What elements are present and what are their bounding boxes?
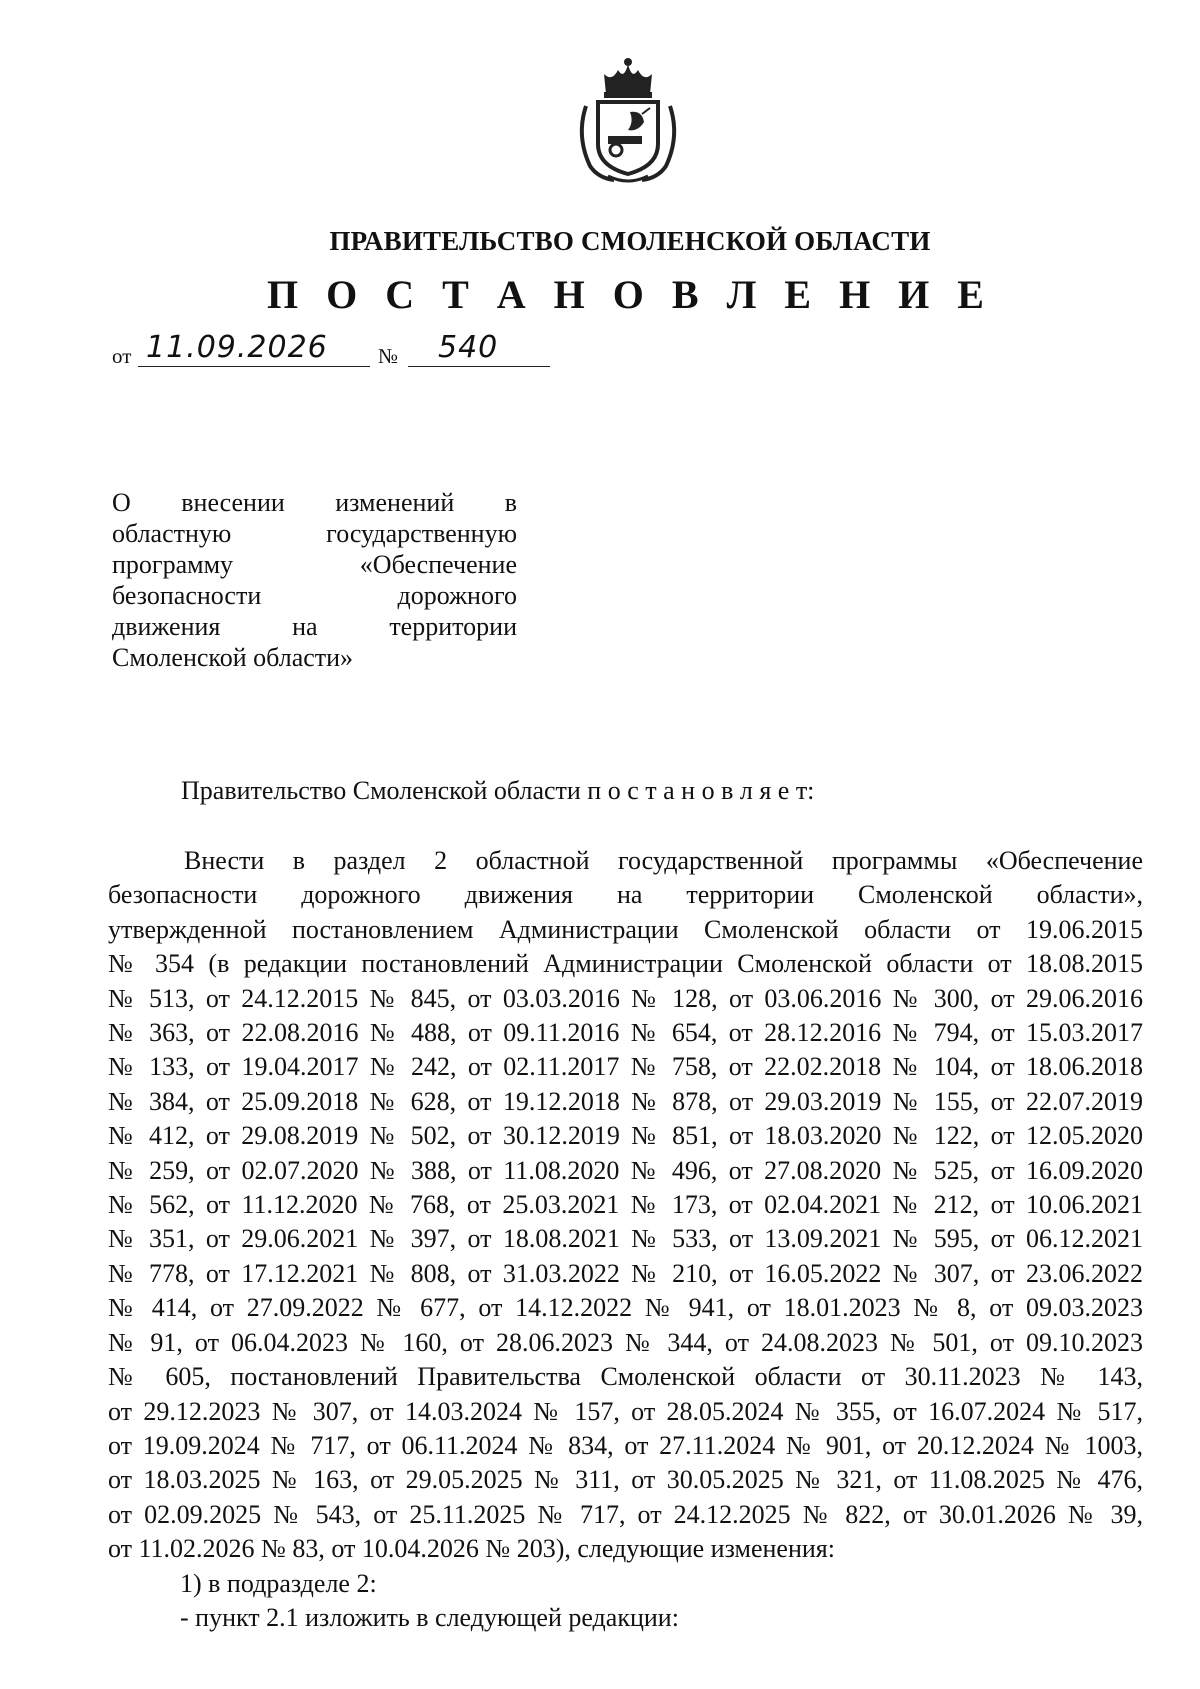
body-line: 1) в подразделе 2: bbox=[180, 1568, 377, 1598]
body-line: № 384, от 25.09.2018 № 628, от 19.12.2018 № 878, от 29.03.2019 № 155, от 22.07.2019 bbox=[108, 1086, 1143, 1116]
smolensk-coat-of-arms-emblem bbox=[568, 56, 688, 186]
body-line: от 29.12.2023 № 307, от 14.03.2024 № 157, от 28.05.2024 № 355, от 16.07.2024 № 517, bbox=[108, 1396, 1143, 1426]
body-line: от 18.03.2025 № 163, от 29.05.2025 № 311, от 30.05.2025 № 321, от 11.08.2025 № 476, bbox=[108, 1465, 1143, 1495]
number-underline bbox=[408, 366, 550, 367]
body-line: Внести в раздел 2 областной государственной программы «Обеспечение bbox=[184, 846, 1143, 875]
subject-line: безопасности дорожного bbox=[112, 581, 517, 610]
body-line: № 354 (в редакции постановлений Администрации Смоленской области от 18.08.2015 bbox=[108, 949, 1143, 979]
body-line: от 02.09.2025 № 543, от 25.11.2025 № 717, от 24.12.2025 № 822, от 30.01.2026 № 39, bbox=[108, 1499, 1143, 1529]
body-line: № 91, от 06.04.2023 № 160, от 28.06.2023 № 344, от 24.08.2023 № 501, от 09.10.2023 bbox=[108, 1327, 1143, 1357]
body-line: № 259, от 02.07.2020 № 388, от 11.08.2020 № 496, от 27.08.2020 № 525, от 16.09.2020 bbox=[108, 1155, 1143, 1185]
from-label: от bbox=[112, 344, 132, 368]
date-underline bbox=[138, 366, 370, 367]
document-type-heading: П О С Т А Н О В Л Е Н И Е bbox=[267, 272, 993, 317]
subject-line: движения на территории bbox=[112, 612, 517, 641]
body-line: от 11.02.2026 № 83, от 10.04.2026 № 203), следующие изменения: bbox=[108, 1534, 835, 1564]
dateline bbox=[112, 330, 552, 370]
body-line: - пункт 2.1 изложить в следующей редакции: bbox=[180, 1602, 679, 1632]
body-line: от 19.09.2024 № 717, от 06.11.2024 № 834, от 27.11.2024 № 901, от 20.12.2024 № 1003, bbox=[108, 1430, 1143, 1460]
document-body bbox=[108, 844, 1143, 1635]
body-line: № 778, от 17.12.2021 № 808, от 31.03.2022 № 210, от 16.05.2022 № 307, от 23.06.2022 bbox=[108, 1258, 1143, 1288]
document-subject bbox=[112, 487, 517, 673]
subject-line: Смоленской области» bbox=[112, 643, 354, 672]
body-line: № 605, постановлений Правительства Смоленской области от 30.11.2023 № 143, bbox=[108, 1362, 1143, 1392]
body-line: безопасности дорожного движения на территории Смоленской области», bbox=[108, 880, 1143, 910]
government-title: ПРАВИТЕЛЬСТВО СМОЛЕНСКОЙ ОБЛАСТИ bbox=[329, 226, 931, 256]
body-line: утвержденной постановлением Администрации Смоленской области от 19.06.2015 bbox=[108, 914, 1143, 944]
body-line: № 363, от 22.08.2016 № 488, от 09.11.2016 № 654, от 28.12.2016 № 794, от 15.03.2017 bbox=[108, 1018, 1143, 1048]
handwritten-date: 11.09.2026 bbox=[146, 330, 328, 365]
body-line: № 351, от 29.06.2021 № 397, от 18.08.2021 № 533, от 13.09.2021 № 595, от 06.12.2021 bbox=[108, 1224, 1143, 1254]
decree-statement: Правительство Смоленской области п о с т а н о в л я е т: bbox=[181, 776, 815, 805]
handwritten-number: 540 bbox=[438, 330, 499, 365]
subject-line: программу «Обеспечение bbox=[112, 550, 517, 579]
subject-line: областную государственную bbox=[112, 519, 517, 548]
body-line: № 412, от 29.08.2019 № 502, от 30.12.2019 № 851, от 18.03.2020 № 122, от 12.05.2020 bbox=[108, 1121, 1143, 1151]
subject-line: О внесении изменений в bbox=[112, 488, 517, 517]
body-line: № 414, от 27.09.2022 № 677, от 14.12.2022 № 941, от 18.01.2023 № 8, от 09.03.2023 bbox=[108, 1293, 1143, 1323]
body-line: № 513, от 24.12.2015 № 845, от 03.03.2016 № 128, от 03.06.2016 № 300, от 29.06.2016 bbox=[108, 983, 1143, 1013]
number-label: № bbox=[378, 344, 399, 368]
body-line: № 562, от 11.12.2020 № 768, от 25.03.2021 № 173, от 02.04.2021 № 212, от 10.06.2021 bbox=[108, 1190, 1143, 1220]
body-line: № 133, от 19.04.2017 № 242, от 02.11.2017 № 758, от 22.02.2018 № 104, от 18.06.2018 bbox=[108, 1052, 1143, 1082]
